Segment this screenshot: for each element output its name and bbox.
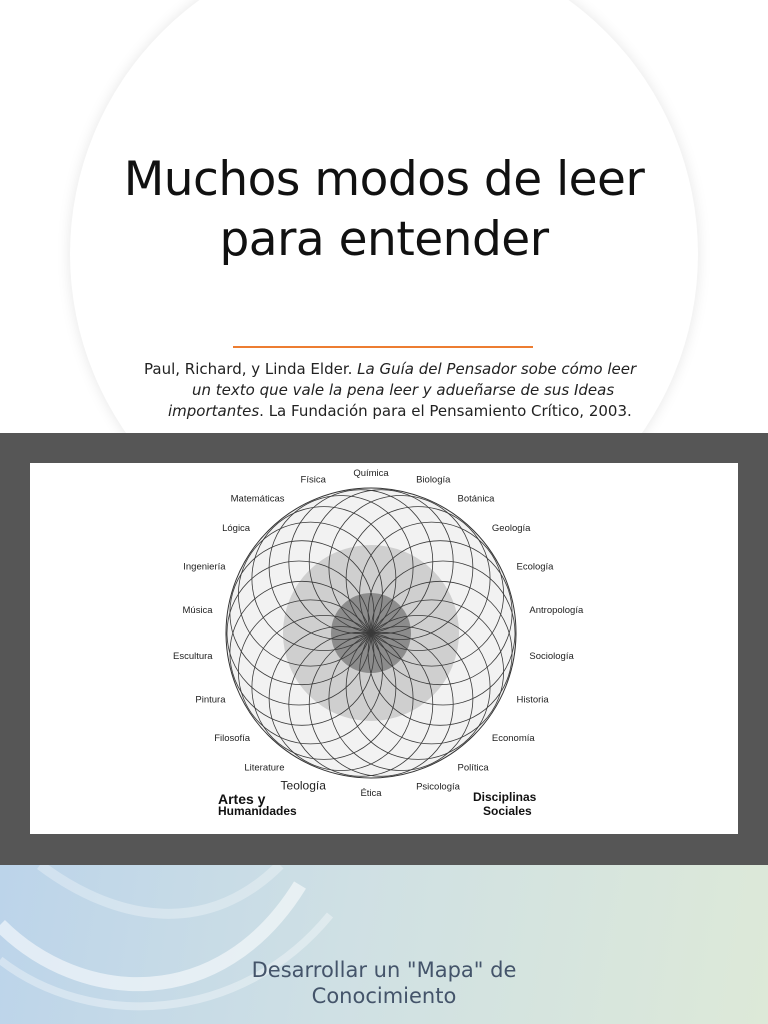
discipline-label: Política [457, 762, 489, 774]
group-label-social-2: Sociales [483, 804, 532, 818]
discipline-label: Filosofía [214, 732, 251, 744]
diagram-panel [30, 463, 738, 834]
discipline-label: Literature [244, 762, 285, 774]
discipline-label: Biología [416, 474, 451, 486]
citation-line-1 [120, 359, 650, 380]
discipline-label: Ingeniería [183, 561, 226, 573]
discipline-label: Lógica [222, 523, 251, 535]
discipline-label: Escultura [172, 650, 213, 662]
discipline-label: Psicología [416, 781, 460, 793]
slide-title [84, 150, 684, 270]
discipline-label: Economía [491, 732, 535, 744]
group-label-arts-1: Artes y [218, 791, 266, 807]
slide-caption: Desarrollar un "Mapa" de Conocimiento [251, 958, 517, 1008]
discipline-label: Matemáticas [230, 493, 285, 505]
discipline-label: Teología [280, 778, 326, 793]
citation-authors: Paul, Richard, y Linda Elder. [144, 360, 358, 378]
knowledge-map-diagram [30, 463, 738, 834]
title-line-1: Muchos modos de leer [123, 152, 645, 207]
title-line-2: para entender [219, 212, 549, 267]
discipline-label: Ética [360, 788, 382, 799]
discipline-label: Antropología [529, 605, 584, 617]
rosette-graphic [226, 488, 516, 778]
citation-line-3 [120, 401, 650, 422]
citation-line-2 [120, 380, 650, 401]
citation-book-title-2: un texto que vale la pena leer y adueñarse de sus Ideas [192, 381, 615, 399]
discipline-label: Ecología [516, 561, 554, 573]
discipline-label: Botánica [457, 493, 495, 505]
discipline-label: Química [353, 468, 389, 479]
discipline-label: Pintura [195, 694, 226, 706]
citation-book-title-3: importantes [168, 402, 260, 420]
citation-book-title-1: La Guía del Pensador sobe cómo leer [357, 360, 637, 378]
discipline-label: Historia [516, 694, 549, 706]
group-label-social-1: Disciplinas [473, 790, 537, 804]
discipline-label: Física [300, 474, 326, 486]
discipline-label: Música [182, 605, 213, 617]
discipline-label: Sociología [529, 650, 574, 662]
citation [120, 359, 650, 422]
citation-publisher: . La Fundación para el Pensamiento Crítico, 2003. [259, 402, 632, 420]
group-label-arts-2: Humanidades [218, 804, 297, 818]
title-divider [233, 346, 533, 348]
discipline-label: Geología [491, 523, 531, 535]
